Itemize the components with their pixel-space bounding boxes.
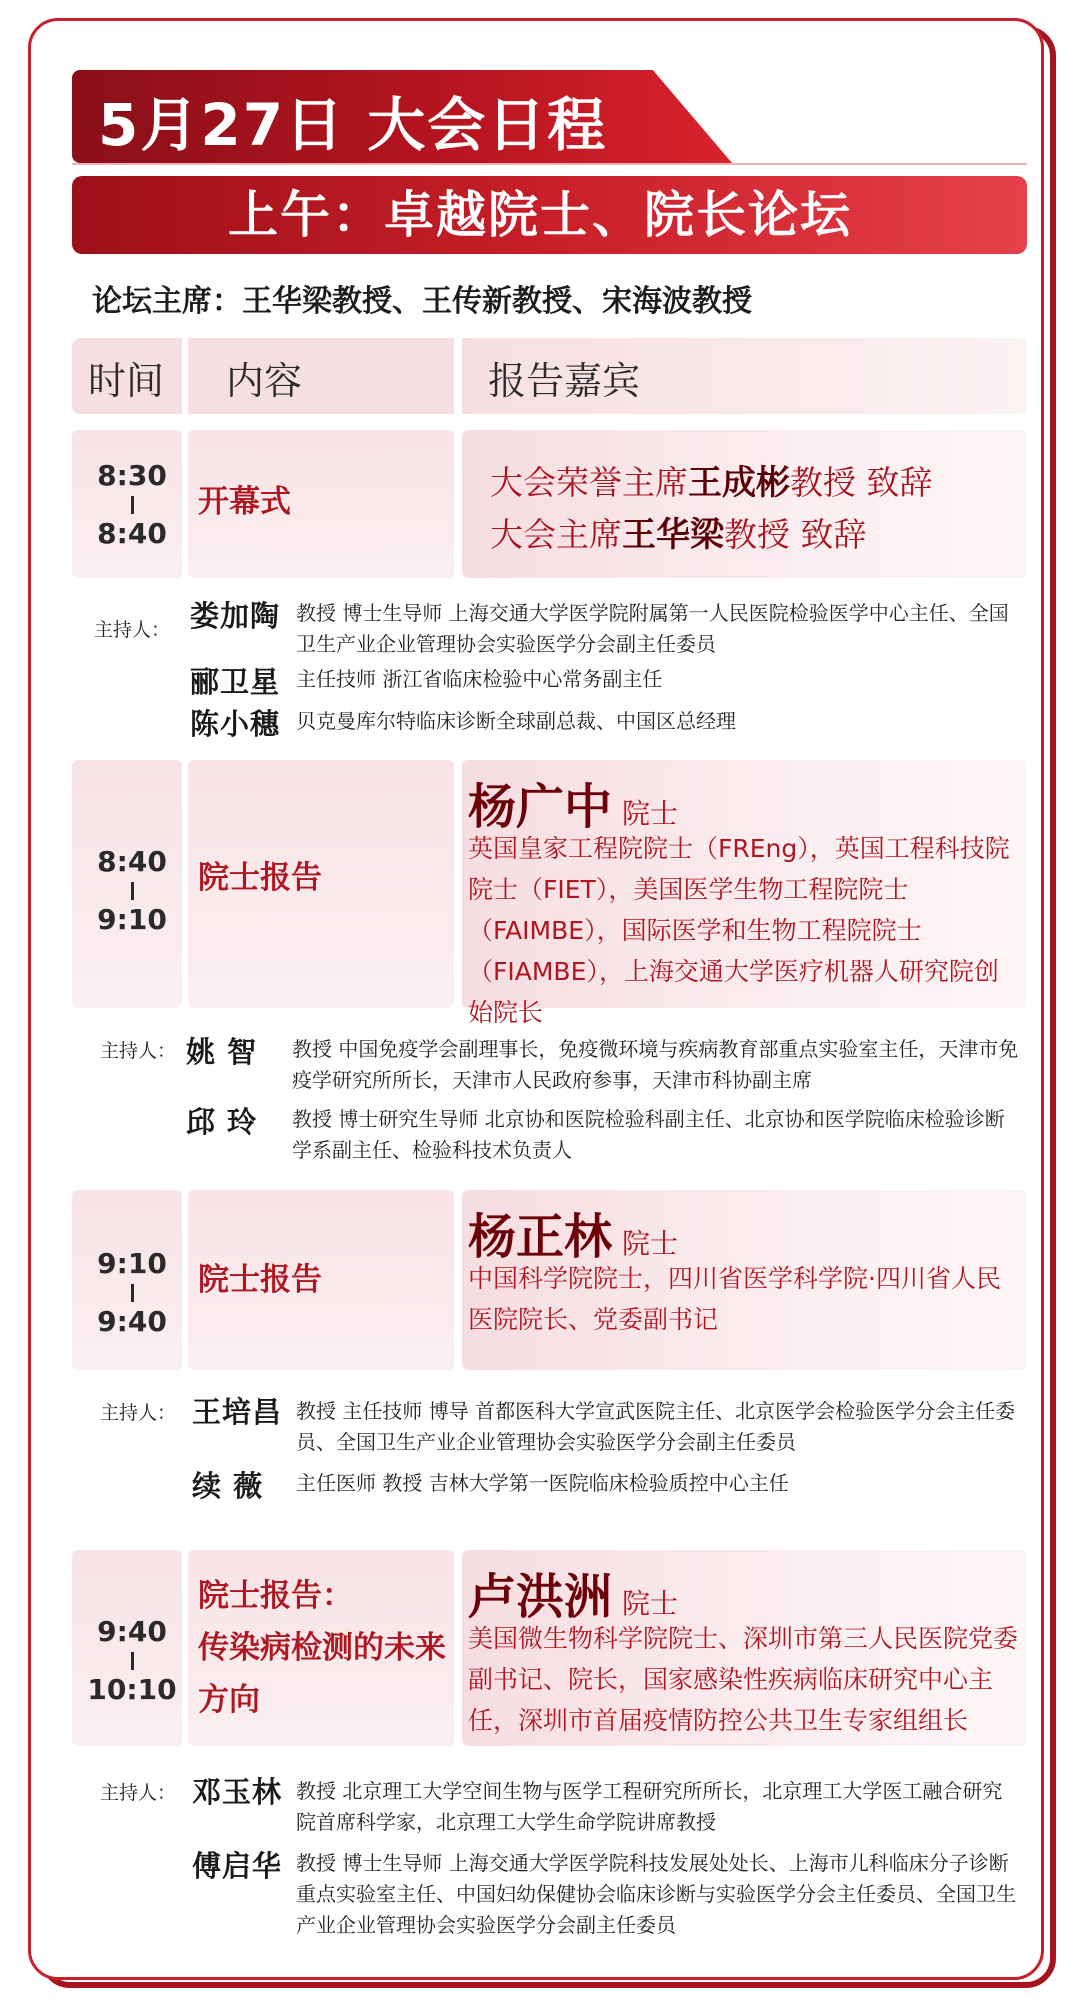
host-desc: 教授 主任技师 博导 首都医科大学宣武医院主任、北京医学会检验医学分会主任委员、全国卫生产业企业管理协会实验医学分会副主任委员 bbox=[296, 1399, 1016, 1454]
session-content: 传染病检测的未来 bbox=[198, 1630, 446, 1666]
host-name: 邓玉林 bbox=[192, 1775, 283, 1809]
opening-speech-line: 大会荣誉主席王成彬教授 致辞 bbox=[490, 463, 933, 503]
speaker-desc: 美国微生物科学院院士、深圳市第三人民医院党委副书记、院长，国家感染性疾病临床研究中心主任，深圳市首届疫情防控公共卫生专家组组长 bbox=[468, 1624, 1019, 1735]
host-desc: 主任医师 教授 吉林大学第一医院临床检验质控中心主任 bbox=[296, 1471, 789, 1495]
speaker-desc: 中国科学院院士，四川省医学科学院·四川省人民医院院长、党委副书记 bbox=[468, 1264, 1001, 1334]
host-name: 王培昌 bbox=[192, 1395, 283, 1429]
header-content: 内容 bbox=[226, 359, 303, 403]
session-content: 院士报告： bbox=[198, 1578, 353, 1614]
host-desc: 教授 博士生导师 上海交通大学医学院附属第一人民医院检验医学中心主任、全国卫生产业企业管理协会实验医学分会副主任委员 bbox=[296, 601, 1009, 656]
host-label: 主持人： bbox=[94, 619, 171, 641]
host-desc: 教授 博士生导师 上海交通大学医学院科技发展处处长、上海市儿科临床分子诊断重点实验室主任、中国妇幼保健协会临床诊断与实验医学分会主任委员、全国卫生产业企业管理协会实验医学分会副主任委员 bbox=[296, 1851, 1016, 1937]
host-name: 姚 智 bbox=[186, 1035, 258, 1069]
host-name: 郦卫星 bbox=[190, 665, 281, 699]
opening-speech-line: 大会主席王华梁教授 致辞 bbox=[490, 515, 867, 555]
host-desc: 教授 北京理工大学空间生物与医学工程研究所所长，北京理工大学医工融合研究院首席科学家，北京理工大学生命学院讲席教授 bbox=[296, 1779, 1003, 1834]
host-desc: 教授 中国免疫学会副理事长，免疫微环境与疾病教育部重点实验室主任，天津市免疫学研究所所长，天津市人民政府参事，天津市科协副主席 bbox=[292, 1037, 1019, 1092]
host-name: 傅启华 bbox=[192, 1849, 283, 1883]
speaker-desc: 英国皇家工程院院士（FREng），英国工程科技院院士（FIET），美国医学生物工程院院士（FAIMBE），国际医学和生物工程院院士（FIAMBE），上海交通大学医疗机器人研究院创始院长 bbox=[468, 834, 1010, 1027]
session-content: 院士报告 bbox=[198, 1262, 322, 1298]
session-content: 方向 bbox=[198, 1682, 260, 1718]
host-name: 邱 玲 bbox=[186, 1105, 258, 1139]
host-desc: 贝克曼库尔特临床诊断全球副总裁、中国区总经理 bbox=[296, 709, 736, 733]
host-name: 陈小穗 bbox=[190, 707, 281, 741]
session-content: 院士报告 bbox=[198, 860, 322, 896]
header-speakers: 报告嘉宾 bbox=[488, 359, 641, 403]
host-desc: 教授 博士研究生导师 北京协和医院检验科副主任、北京协和医学院临床检验诊断学系副主任、检验科技术负责人 bbox=[292, 1107, 1005, 1162]
host-label: 主持人： bbox=[100, 1040, 177, 1062]
title-divider bbox=[72, 163, 1027, 165]
forum-chair: 论坛主席：王华梁教授、王传新教授、宋海波教授 bbox=[92, 284, 752, 319]
host-desc: 主任技师 浙江省临床检验中心常务副主任 bbox=[296, 667, 663, 691]
session-title: 上午：卓越院士、院长论坛 bbox=[228, 186, 852, 244]
speaker-name: 卢洪洲 院士 bbox=[468, 1569, 679, 1625]
session-time: 9:10 9:40 bbox=[97, 1247, 167, 1338]
header-time: 时间 bbox=[88, 359, 165, 403]
speaker-name: 杨正林 院士 bbox=[468, 1209, 679, 1265]
page-title: 5月27日 大会日程 bbox=[98, 91, 608, 159]
session-time: 8:40 9:10 bbox=[97, 845, 167, 936]
session-time: 9:40 10:10 bbox=[87, 1615, 177, 1706]
host-name: 娄加陶 bbox=[190, 599, 281, 633]
session-content: 开幕式 bbox=[198, 484, 291, 520]
host-label: 主持人： bbox=[100, 1782, 177, 1804]
host-name: 续 薇 bbox=[192, 1469, 264, 1503]
speaker-name: 杨广中 院士 bbox=[468, 779, 679, 835]
session-time: 8:30 8:40 bbox=[97, 459, 167, 550]
host-label: 主持人： bbox=[100, 1402, 177, 1424]
